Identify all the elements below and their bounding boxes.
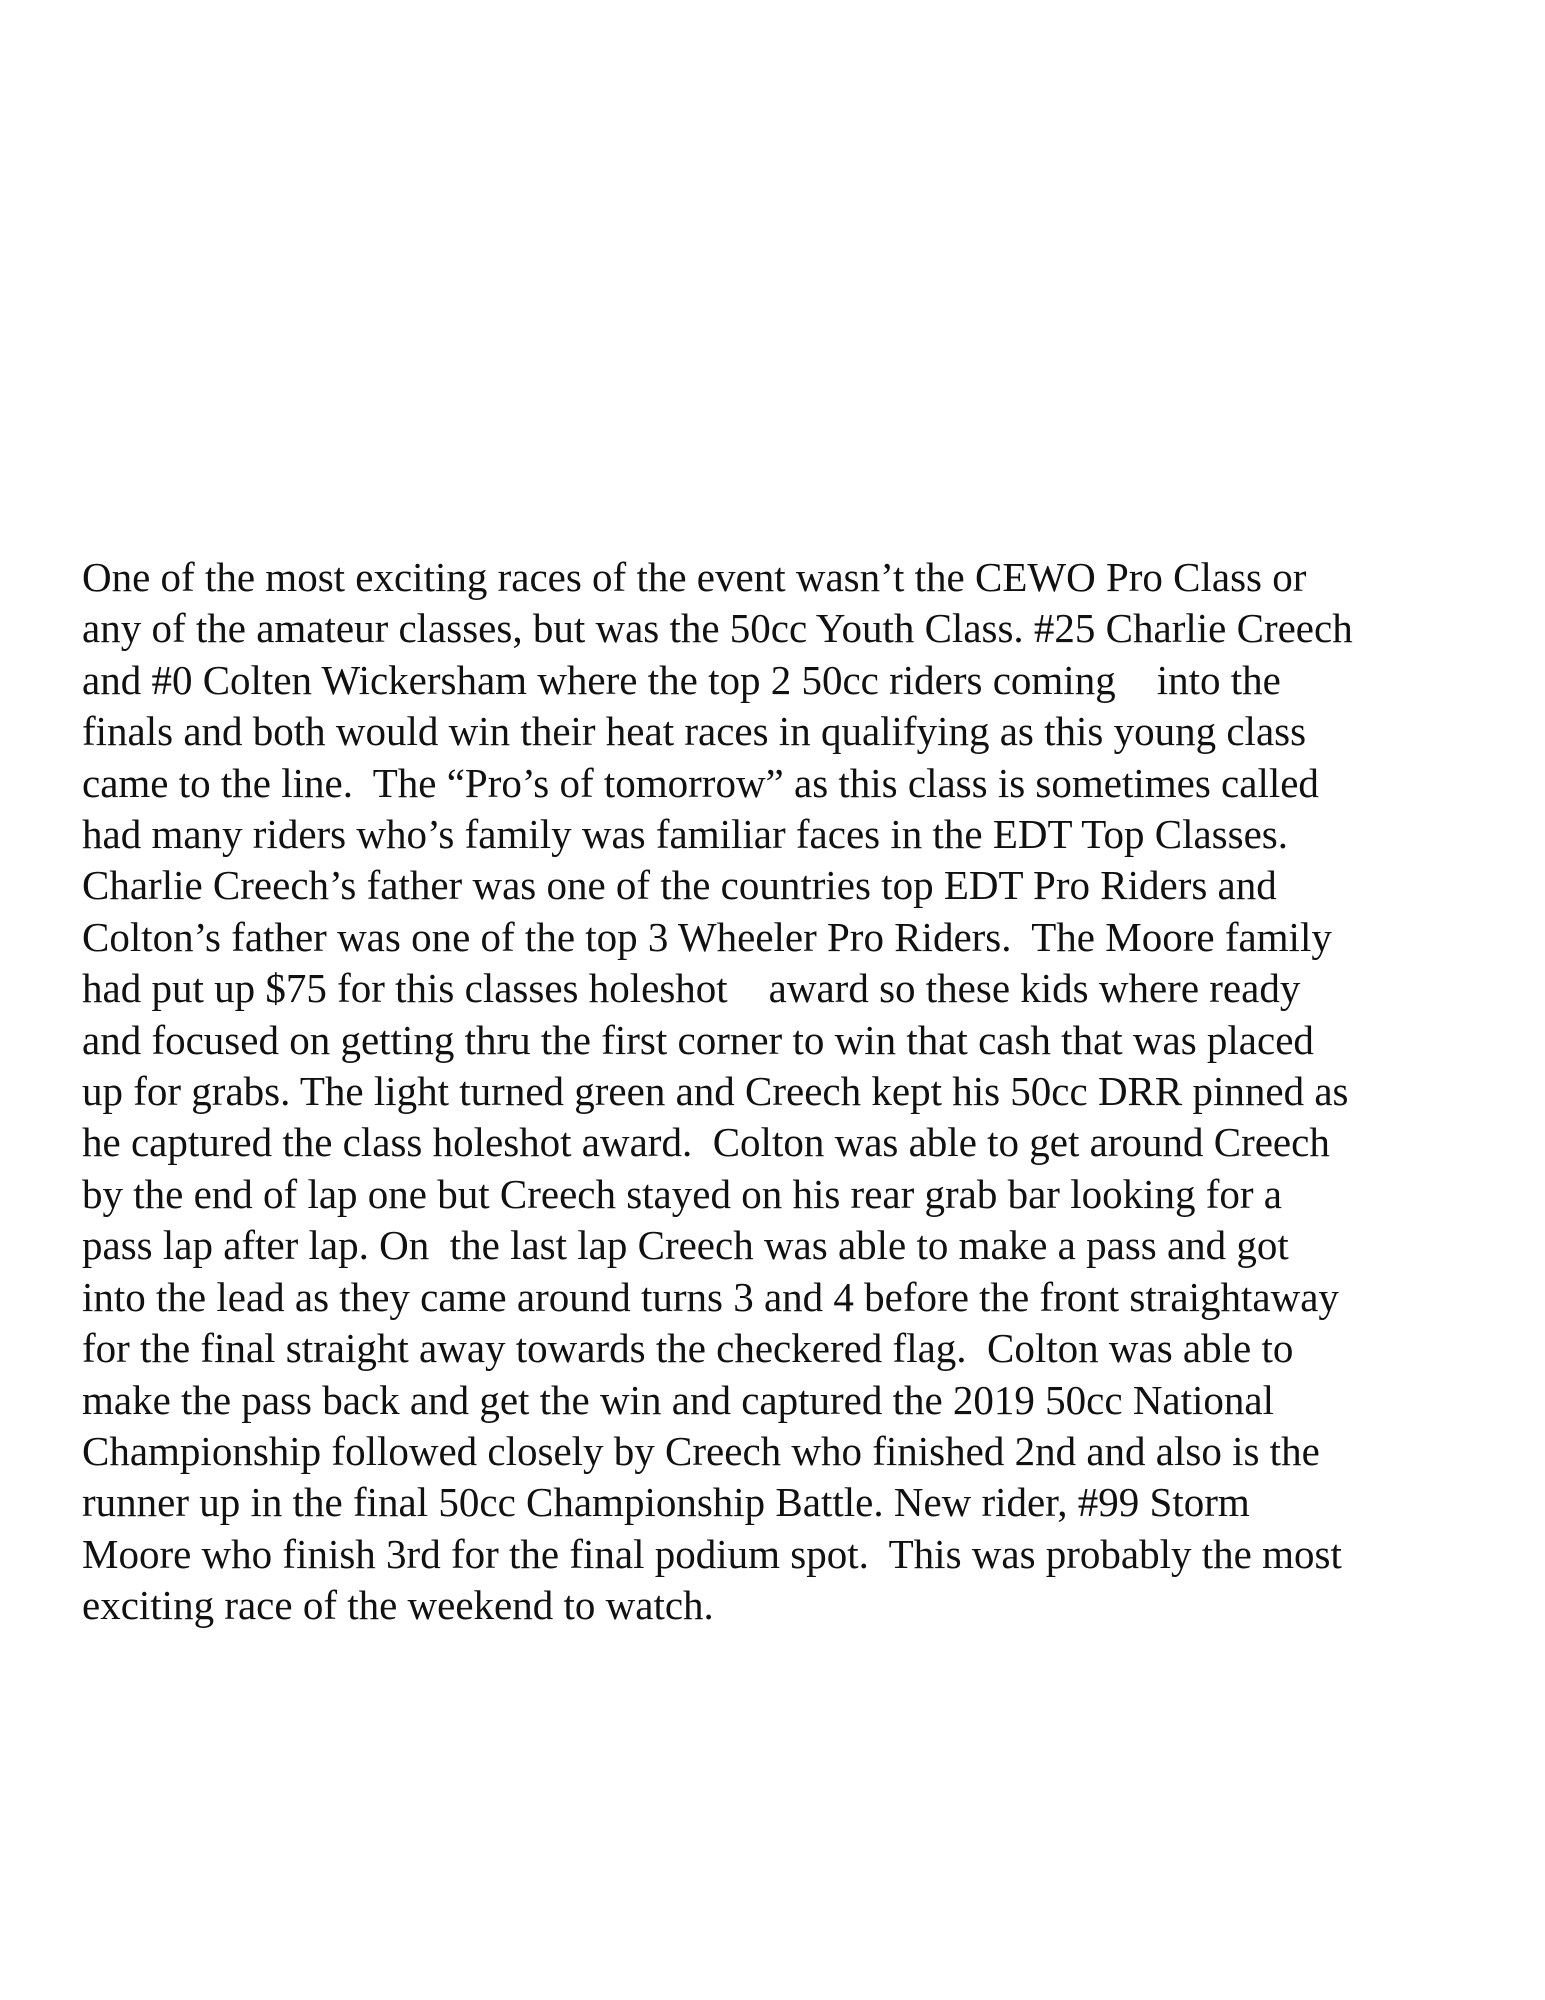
paragraph-line-10: and focused on getting thru the first corner to win that cash that was placed: [82, 1016, 1314, 1063]
paragraph-line-5: came to the line. The “Pro’s of tomorrow” as this class is sometimes called: [82, 759, 1319, 806]
paragraph-line-19: runner up in the final 50cc Championship Battle. New rider, #99 Storm: [82, 1479, 1250, 1526]
paragraph-line-1: One of the most exciting races of the event wasn’t the CEWO Pro Class or: [82, 554, 1307, 600]
paragraph-line-3: and #0 Colten Wickersham where the top 2 50cc riders coming into the: [82, 656, 1281, 703]
paragraph-line-7: Charlie Creech’s father was one of the countries top EDT Pro Riders and: [82, 862, 1277, 909]
paragraph-line-4: finals and both would win their heat races in qualifying as this young class: [82, 708, 1307, 755]
body-paragraph: [82, 552, 1502, 1632]
paragraph-line-2: any of the amateur classes, but was the 50cc Youth Class. #25 Charlie Creech: [82, 605, 1353, 652]
paragraph-line-20: Moore who finish 3rd for the final podium spot. This was probably the most: [82, 1530, 1342, 1577]
paragraph-line-21: exciting race of the weekend to watch.: [82, 1582, 714, 1629]
paragraph-line-16: for the final straight away towards the checkered flag. Colton was able to: [82, 1325, 1294, 1372]
paragraph-line-8: Colton’s father was one of the top 3 Wheeler Pro Riders. The Moore family: [82, 913, 1332, 960]
paragraph-line-6: had many riders who’s family was familiar faces in the EDT Top Classes.: [82, 811, 1288, 858]
paragraph-line-14: pass lap after lap. On the last lap Creech was able to make a pass and got: [82, 1222, 1289, 1269]
paragraph-line-15: into the lead as they came around turns 3 and 4 before the front straightaway: [82, 1273, 1339, 1320]
paragraph-line-13: by the end of lap one but Creech stayed on his rear grab bar looking for a: [82, 1170, 1282, 1217]
paragraph-line-9: had put up $75 for this classes holeshot award so these kids where ready: [82, 965, 1301, 1012]
paragraph-line-18: Championship followed closely by Creech who finished 2nd and also is the: [82, 1427, 1320, 1474]
paragraph-line-11: up for grabs. The light turned green and Creech kept his 50cc DRR pinned as: [82, 1068, 1349, 1115]
paragraph-line-17: make the pass back and get the win and captured the 2019 50cc National: [82, 1376, 1275, 1423]
paragraph-line-12: he captured the class holeshot award. Colton was able to get around Creech: [82, 1119, 1330, 1166]
